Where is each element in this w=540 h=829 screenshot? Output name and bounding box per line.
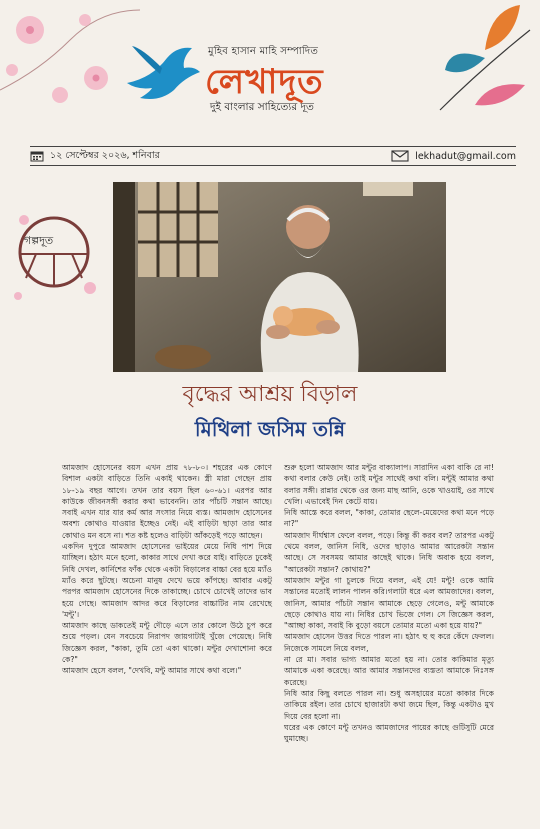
paragraph: ঘরের এক কোণে মন্টু তখনও আমজাদের পায়ের কাছে গুটিসুটি মেরে ঘুমাচ্ছে। xyxy=(284,722,494,744)
mail-icon xyxy=(391,150,409,162)
paragraph: নিধি আস্তে করে বলল, "কাকা, তোমার ছেলে-মেয়েদের কথা মনে পড়ে না?" xyxy=(284,508,494,529)
bird-logo-icon xyxy=(122,38,202,108)
story-illustration xyxy=(113,182,446,372)
dateline xyxy=(30,146,516,166)
section-badge xyxy=(6,208,102,304)
paragraph: আমজাদ মন্টুর গা চুলকে দিয়ে বলল, এই যে! মন্টু! ওকে আমি সন্তানের মতোই লালন পালন করি।গলাটা ধরে এল আমজাদের। বলল, জানিস, আমার পাঁচটা সন্তান আমাকে ছেড়ে গেলেও, মন্টু আমাকে ছেড়ে কোথাও যায় না। নিধির চোখ ভিজে গেল। সে জিজ্ঞেস করল, "আচ্ছা কাকা, সবাই কি বুড়ো বয়সে তোমার মতো একা হয়ে যায়?" xyxy=(284,575,494,631)
paragraph: শুরু হলো আমজাদ আর মন্টুর বাক্যালাপ। সারাদিন একা বাকি রে না! কথা বলার কেউ নেই। তাই মন্টুর সাথেই কথা বলি। মন্টুই আমার কথা বলার সঙ্গী। রান্নার থেকে ওর জন্য মাছ আনি, ওকে খাওয়াই, ওর সাথে খেলি। এভাবেই দিন কেটে যায়। xyxy=(284,463,494,506)
logo-tagline: দুই বাংলার সাহিত্যের দূত xyxy=(210,101,314,113)
paragraph: আমজাদ হোসেনের বয়স এখন প্রায় ৭৮-৮০। শহরের এক কোণে বিশাল একটা বাড়িতে তিনি একাই থাকেন। স্ত্রী মারা গেছেন প্রায় ১৮-১৯ বছর আগে। তখন তার বয়স ছিল ৬০-৬১। এরপর আর কাউকে জীবনসঙ্গী করার কথা ভাবেননি। তার পাঁচটি সন্তান আছে। সবাই এখন যার যার কর্ম আর সংসার নিয়ে ব্যস্ত। আমজাদ হোসেনের অবশ্য কোথাও যাওয়ার ইচ্ছেও নেই। এই বাড়িটা ছাড়া তার আর কোথাও মন বসে না। শত কষ্ট হলেও বাড়িটা আঁকড়েই পড়ে আছেন। xyxy=(62,463,272,540)
paragraph: আমজাদ হোসেন উত্তর দিতে পারল না। হঠাৎ হু হু করে কেঁদে ফেলল। নিজেকে সামলে নিয়ে বলল, xyxy=(284,632,494,653)
masthead xyxy=(0,0,540,140)
paragraph: নিধি আর কিছু বলতে পারল না। শুধু অসহায়ের মতো কাকার দিকে তাকিয়ে রইল। তার চোখে হাজারটা কথা জমে ছিল, কিন্তু একটাও মুখ দিয়ে বের হলো না। xyxy=(284,688,494,721)
paragraph: আমজাদ দীর্ঘশ্বাস ফেলে বলল, পড়ে। কিন্তু কী করব বল? তারপর একটু থেমে বলল, জানিস নিধি, ওদের ছাড়াও আমার আরেকটা সন্তান আছে। সে সবসময় আমার কাছেই থাকে। নিধি অবাক হয়ে বলল, "আরেকটা সন্তান? কোথায়?" xyxy=(284,530,494,574)
issue-date: ১২ সেপ্টেম্বর ২০২৬, শনিবার xyxy=(50,149,160,161)
story-column-1 xyxy=(62,462,272,677)
paragraph: না রে মা। সবার ভাগ্য আমার মতো হয় না। তোর কাকিমার মৃত্যু আমাকে একা করেছে। আর আমার সন্তানদের ব্যস্ততা আমাকে নিঃসঙ্গ করেছে। xyxy=(284,655,494,687)
story-column-2 xyxy=(284,462,494,744)
old-man-with-cat-image xyxy=(113,182,446,372)
paragraph: আমজাদ হেসে বলল, "দেখবি, মন্টু আমার সাথে কথা বলে।" xyxy=(62,666,242,676)
paragraph: একদিন দুপুরে আমজাদ হোসেনের ভাইয়ের মেয়ে নিধি পাশ দিয়ে যাচ্ছিল। হঠাৎ মনে হলো, কাকার সাথে দেখা করে যাই। বাড়িতে ঢুকেই নিধি দেখল, কার্নিশের ফাঁক থেকে একটা বিড়ালের বাচ্চা বের হয়ে ম্যাঁও ম্যাঁও করে ছুটছে। অচেনা মানুষ দেখে ভয়ে কাঁপছে। আবার একটু পরপর আমজাদ হোসেনের দিকে তাকাচ্ছে। চোখে চোখেই তাদের ভাব হয়ে গেছে। আমজাদ আদর করে বিড়ালের বাচ্চাটির নাম রেখেছে 'মন্টু'। xyxy=(62,542,272,619)
contact-email[interactable]: lekhadut@gmail.com xyxy=(415,150,516,162)
logo-title: লেখাদূত xyxy=(205,62,324,102)
section-label: গল্পদূত xyxy=(24,234,54,247)
story-title: বৃদ্ধের আশ্রয় বিড়াল xyxy=(182,382,358,407)
paragraph: আমজাদ কাছে ডাকতেই মন্টু দৌড়ে এসে তার কোলে উঠে চুপ করে শুয়ে পড়ল। যেন সবচেয়ে নিরাপদ জায়গাটাই খুঁজে পেয়েছে। নিধি জিজ্ঞেস করল, "কাকা, তুমি তো একা থাকো। মন্টুর দেখাশোনা করে কে?" xyxy=(62,621,272,665)
story-author: মিথিলা জসিম তন্নি xyxy=(194,417,346,441)
editor-line: মুহিব হাসান মাহি সম্পাদিত xyxy=(208,46,319,57)
calendar-icon xyxy=(30,150,44,162)
